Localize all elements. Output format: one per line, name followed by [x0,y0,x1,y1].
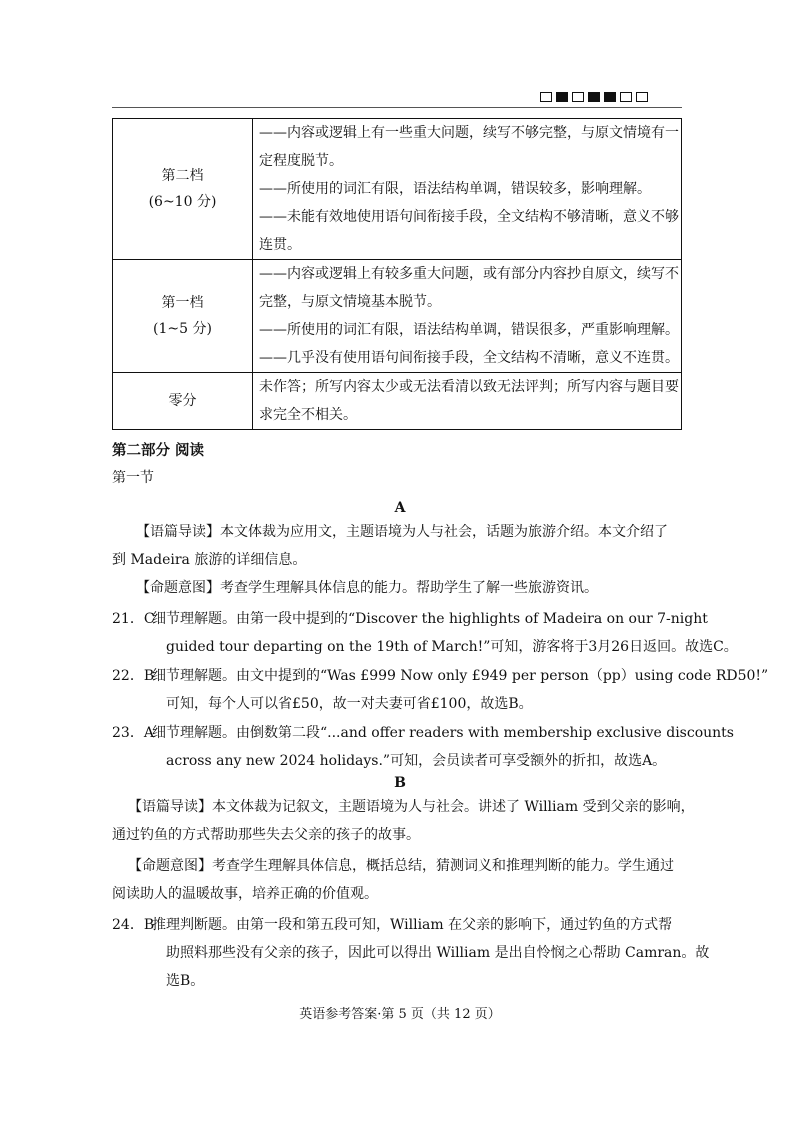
answer-explanation-cont: guided tour departing on the 19th of March!”可知，游客将于3月26日返回。故选C。 [166,639,738,655]
question-intent: 【命题意图】考查学生理解具体信息的能力。帮助学生了解一些旅游资讯。 [136,580,598,596]
table-row [113,119,682,260]
table-row [113,373,682,430]
description-line: 未作答；所写内容太少或无法看清以致无法评判；所写内容与题目要 [259,379,679,395]
grading-table [112,118,682,430]
description-line: 完整，与原文情境基本脱节。 [259,294,441,310]
mark-box-filled [604,92,616,102]
passage-letter: B [394,775,406,791]
question-intent: 【命题意图】考查学生理解具体信息，概括总结，猜测词义和推理判断的能力。学生通过 [128,858,674,874]
passage-guide-cont: 通过钓鱼的方式帮助那些失去父亲的孩子的故事。 [112,827,420,843]
table-row [113,260,682,373]
description-line: 定程度脱节。 [259,153,343,169]
mark-box-empty [572,92,584,102]
mark-box-filled [556,92,568,102]
answer-item [112,722,734,742]
mark-box-filled [588,92,600,102]
level-cell [113,373,253,430]
description-cell [253,260,682,373]
description-cell [253,119,682,260]
answer-explanation: 细节理解题。由文中提到的“Was £999 Now only £949 per person（pp）using code RD50!” [152,668,769,684]
answer-item [112,914,672,934]
answer-number: 22．B [112,668,155,684]
description-line: ——所使用的词汇有限，语法结构单调，错误较多，影响理解。 [259,181,651,197]
description-line: ——未能有效地使用语句间衔接手段，全文结构不够清晰，意义不够 [259,209,679,225]
description-line: ——内容或逻辑上有一些重大问题，续写不够完整，与原文情境有一 [259,125,679,141]
passage-guide: 【语篇导读】本文体裁为应用文，主题语境为人与社会，话题为旅游介绍。本文介绍了 [136,524,668,540]
description-line: ——几乎没有使用语句间衔接手段，全文结构不清晰，意义不连贯。 [259,350,679,366]
question-intent-cont: 阅读助人的温暖故事，培养正确的价值观。 [112,886,378,902]
passage-guide-cont: 到 Madeira 旅游的详细信息。 [112,552,307,568]
answer-explanation-cont: 助照料那些没有父亲的孩子，因此可以得出 William 是出自怜悯之心帮助 Camran。故 [166,945,710,961]
level-cell [113,119,253,260]
answer-explanation: 细节理解题。由倒数第二段“...and offer readers with membership exclusive discounts [152,725,734,741]
mark-box-empty [620,92,632,102]
mark-box-empty [636,92,648,102]
description-line: ——内容或逻辑上有较多重大问题，或有部分内容抄自原文，续写不 [259,266,679,282]
part-title: 第二部分 阅读 [112,442,205,459]
level-name: 第一档 [161,295,204,311]
section-title: 第一节 [112,470,154,486]
header-rule [112,107,682,108]
description-line: 连贯。 [259,237,301,253]
level-score: (1~5 分) [153,321,212,337]
description-cell [253,373,682,430]
level-score: (6~10 分) [148,194,217,210]
mark-box-empty [540,92,552,102]
answer-explanation-cont: 可知，每个人可以省£50，故一对夫妻可省£100，故选B。 [166,696,533,712]
description-line: 求完全不相关。 [259,407,357,423]
passage-letter: A [394,500,406,516]
answer-explanation-cont: 选B。 [166,973,205,989]
passage-guide: 【语篇导读】本文体裁为记叙文，主题语境为人与社会。讲述了 William 受到父亲的影响， [128,799,695,815]
answer-number: 21．C [112,611,155,627]
level-name: 零分 [168,393,197,409]
answer-item [112,608,708,628]
page-marks [540,92,648,102]
level-cell [113,260,253,373]
answer-number: 23．A [112,725,154,741]
page-footer: 英语参考答案·第 5 页（共 12 页） [299,1007,501,1022]
answer-explanation: 细节理解题。由第一段中提到的“Discover the highlights of Madeira on our 7-night [152,611,708,627]
answer-number: 24．B [112,917,155,933]
level-name: 第二档 [161,168,204,184]
answer-explanation-cont: across any new 2024 holidays.”可知，会员读者可享受额外的折扣，故选A。 [166,753,667,769]
description-line: ——所使用的词汇有限，语法结构单调，错误很多，严重影响理解。 [259,322,679,338]
answer-explanation: 推理判断题。由第一段和第五段可知，William 在父亲的影响下，通过钓鱼的方式帮 [152,917,673,933]
answer-item [112,665,768,685]
